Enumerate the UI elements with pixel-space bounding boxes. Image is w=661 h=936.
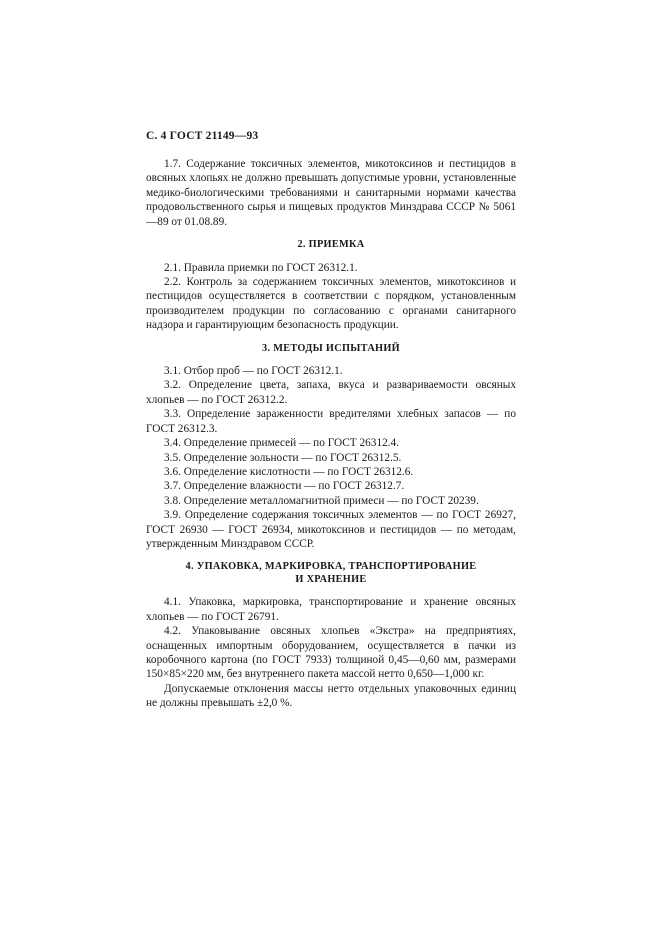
paragraph-3-2: 3.2. Определение цвета, запаха, вкуса и развариваемости овсяных хлопьев — по ГОСТ 26312.2. xyxy=(146,379,516,406)
section-4-title-line-1: 4. УПАКОВКА, МАРКИРОВКА, ТРАНСПОРТИРОВАНИЕ xyxy=(185,561,477,573)
paragraph-1-7: 1.7. Содержание токсичных элементов, микотоксинов и пестицидов в овсяных хлопьях не должно превышать допустимые уровни, установленные медико-биологическими требованиями и санитарными нормами качества продовольственного сырья и пищевых продуктов Минздрава СССР № 5061—89 от 01.08.89. xyxy=(146,158,516,228)
page-header: С. 4 ГОСТ 21149—93 xyxy=(146,130,259,142)
paragraph-3-3: 3.3. Определение зараженности вредителями хлебных запасов — по ГОСТ 26312.3. xyxy=(146,408,516,435)
paragraph-3-9: 3.9. Определение содержания токсичных элементов — по ГОСТ 26927, ГОСТ 26930 — ГОСТ 26934, микотоксинов и пестицидов — по методам, утвержденным Минздравом СССР. xyxy=(146,509,516,550)
paragraph-3-1: 3.1. Отбор проб — по ГОСТ 26312.1. xyxy=(164,365,343,378)
document-body xyxy=(146,157,516,711)
paragraph-tolerance: Допускаемые отклонения массы нетто отдельных упаковочных единиц не должны превышать ±2,0 %. xyxy=(146,682,516,710)
paragraph-3-7: 3.7. Определение влажности — по ГОСТ 26312.7. xyxy=(164,480,405,493)
paragraph-4-2: 4.2. Упаковывание овсяных хлопьев «Экстра» на предприятиях, оснащенных импортным оборудованием, осуществляется в пачки из коробочного картона (по ГОСТ 7933) толщиной 0,45—0,60 мм, размерами 150×85×220 мм, без внутреннего пакета массой нетто 0,650—1,000 кг. xyxy=(146,625,516,681)
paragraph-2-1: 2.1. Правила приемки по ГОСТ 26312.1. xyxy=(164,261,358,274)
paragraph-3-5: 3.5. Определение зольности — по ГОСТ 26312.5. xyxy=(164,451,402,464)
paragraph-2-2: 2.2. Контроль за содержанием токсичных элементов, микотоксинов и пестицидов осуществляется в соответствии с порядком, установленным производителем продукции по согласованию с органами санитарного надзора и гарантирующим безопасность продукции. xyxy=(146,275,516,332)
paragraph-4-1: 4.1. Упаковка, маркировка, транспортирование и хранение овсяных хлопьев — по ГОСТ 26791. xyxy=(146,596,516,623)
paragraph-3-6: 3.6. Определение кислотности — по ГОСТ 26312.6. xyxy=(164,465,414,478)
section-4-title xyxy=(146,561,516,586)
section-2-title: 2. ПРИЕМКА xyxy=(297,239,365,251)
paragraph-3-4: 3.4. Определение примесей — по ГОСТ 26312.4. xyxy=(164,437,400,450)
paragraph-3-8: 3.8. Определение металломагнитной примеси — по ГОСТ 20239. xyxy=(164,494,479,507)
section-3-title: 3. МЕТОДЫ ИСПЫТАНИЙ xyxy=(262,342,400,354)
section-4-title-line-2: И ХРАНЕНИЕ xyxy=(295,573,367,585)
